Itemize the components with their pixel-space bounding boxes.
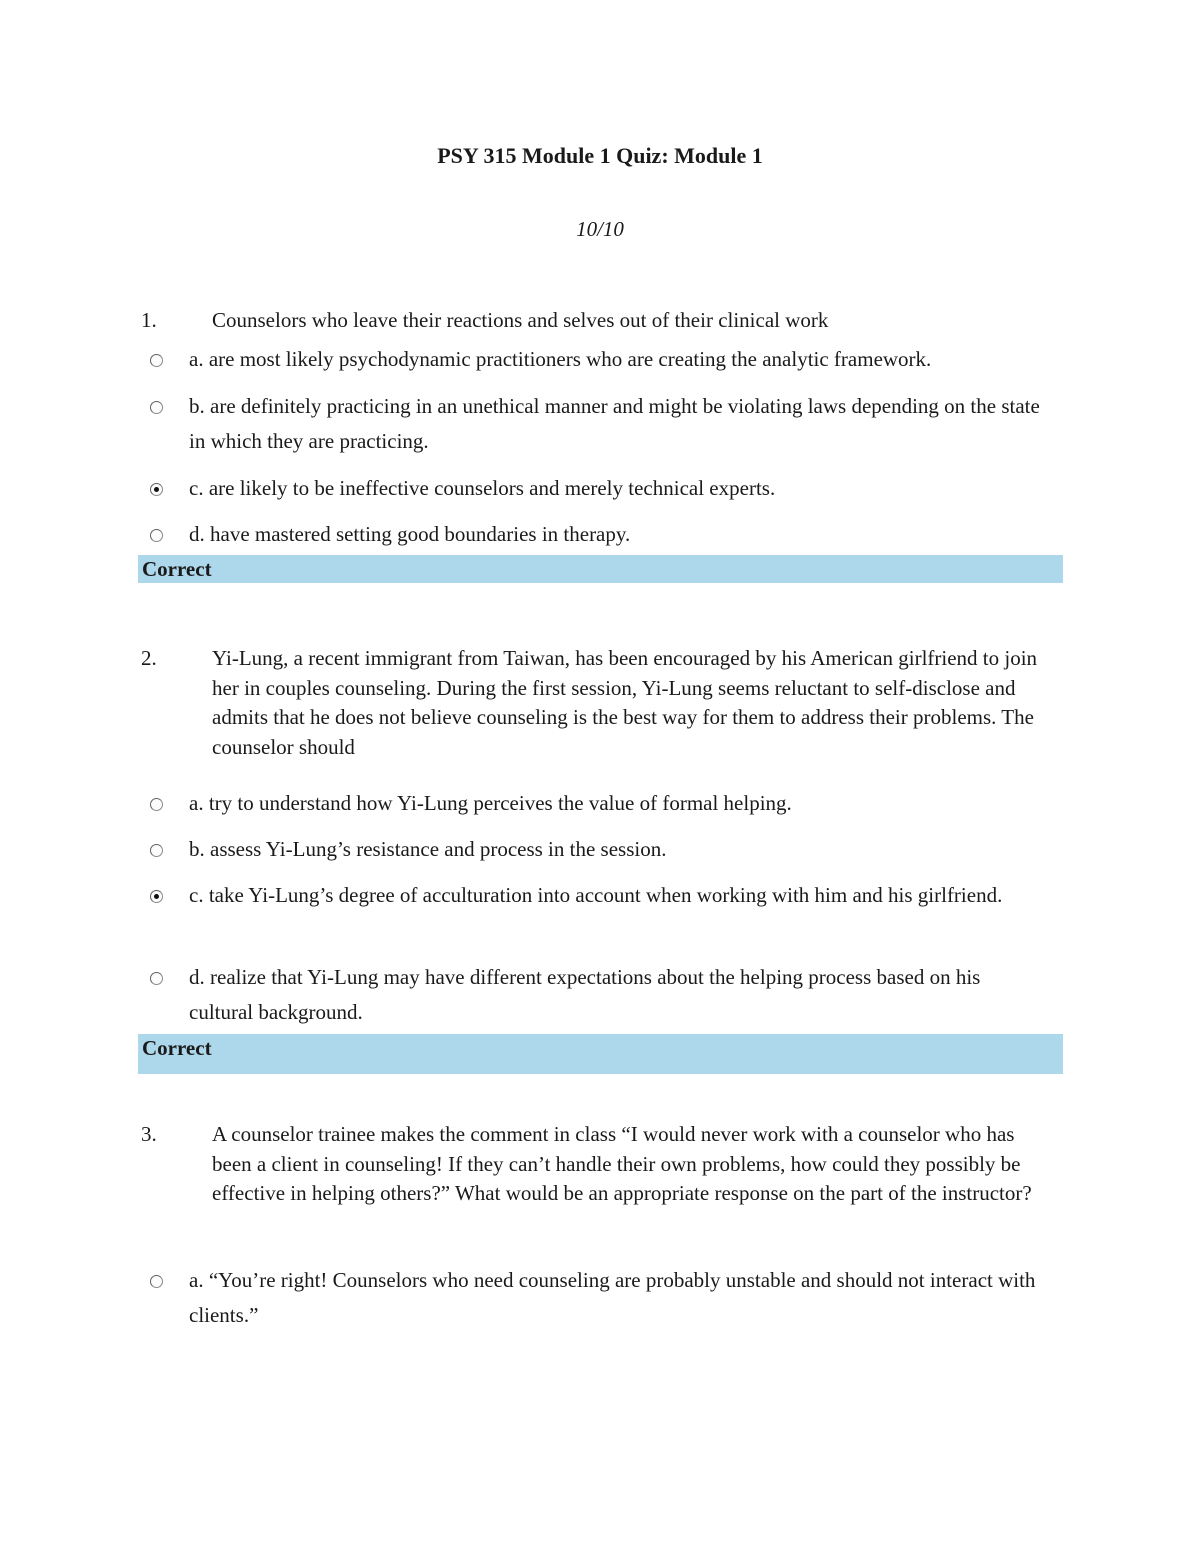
question-number: 1. (141, 308, 157, 332)
answer-text: b. are definitely practicing in an unethical manner and might be violating laws depending on the state in which they are practicing. (189, 394, 1040, 453)
radio-button-icon[interactable] (150, 844, 163, 857)
question-text: A counselor trainee makes the comment in class “I would never work with a counselor who has been a client in counseling! If they can’t handle their own problems, how could they possibly be effective in helping others?” What would be an appropriate response on the part of the instructor? (212, 1122, 1032, 1205)
question-number: 3. (141, 1122, 157, 1146)
quiz-title: PSY 315 Module 1 Quiz: Module 1 (437, 143, 763, 168)
answer-text: c. take Yi-Lung’s degree of acculturation into account when working with him and his girlfriend. (189, 883, 1003, 907)
answer-text: b. assess Yi-Lung’s resistance and process in the session. (189, 837, 667, 861)
answer-text: d. have mastered setting good boundaries in therapy. (189, 522, 631, 546)
radio-button-selected-icon[interactable] (150, 890, 163, 903)
question-number: 2. (141, 646, 157, 670)
question-text: Yi-Lung, a recent immigrant from Taiwan, has been encouraged by his American girlfriend to join her in couples counseling. During the first session, Yi-Lung seems reluctant to self-disclose and admits that he does not believe counseling is the best way for them to address their problems. The counselor should (212, 646, 1038, 759)
answer-text: d. realize that Yi-Lung may have different expectations about the helping process based on his cultural background. (189, 965, 981, 1024)
question-text: Counselors who leave their reactions and selves out of their clinical work (212, 308, 829, 332)
answer-text: c. are likely to be ineffective counselors and merely technical experts. (189, 476, 776, 500)
radio-button-icon[interactable] (150, 972, 163, 985)
answer-text: a. “You’re right! Counselors who need counseling are probably unstable and should not interact with clients.” (189, 1268, 1036, 1327)
answer-text: a. try to understand how Yi-Lung perceives the value of formal helping. (189, 791, 792, 815)
quiz-score: 10/10 (576, 217, 624, 241)
radio-button-icon[interactable] (150, 798, 163, 811)
radio-button-icon[interactable] (150, 1275, 163, 1288)
radio-button-selected-icon[interactable] (150, 483, 163, 496)
answer-text: a. are most likely psychodynamic practitioners who are creating the analytic framework. (189, 347, 932, 371)
radio-button-icon[interactable] (150, 401, 163, 414)
radio-button-icon[interactable] (150, 354, 163, 367)
result-banner: Correct (138, 555, 1063, 583)
radio-button-icon[interactable] (150, 529, 163, 542)
result-banner: Correct (138, 1034, 1063, 1074)
